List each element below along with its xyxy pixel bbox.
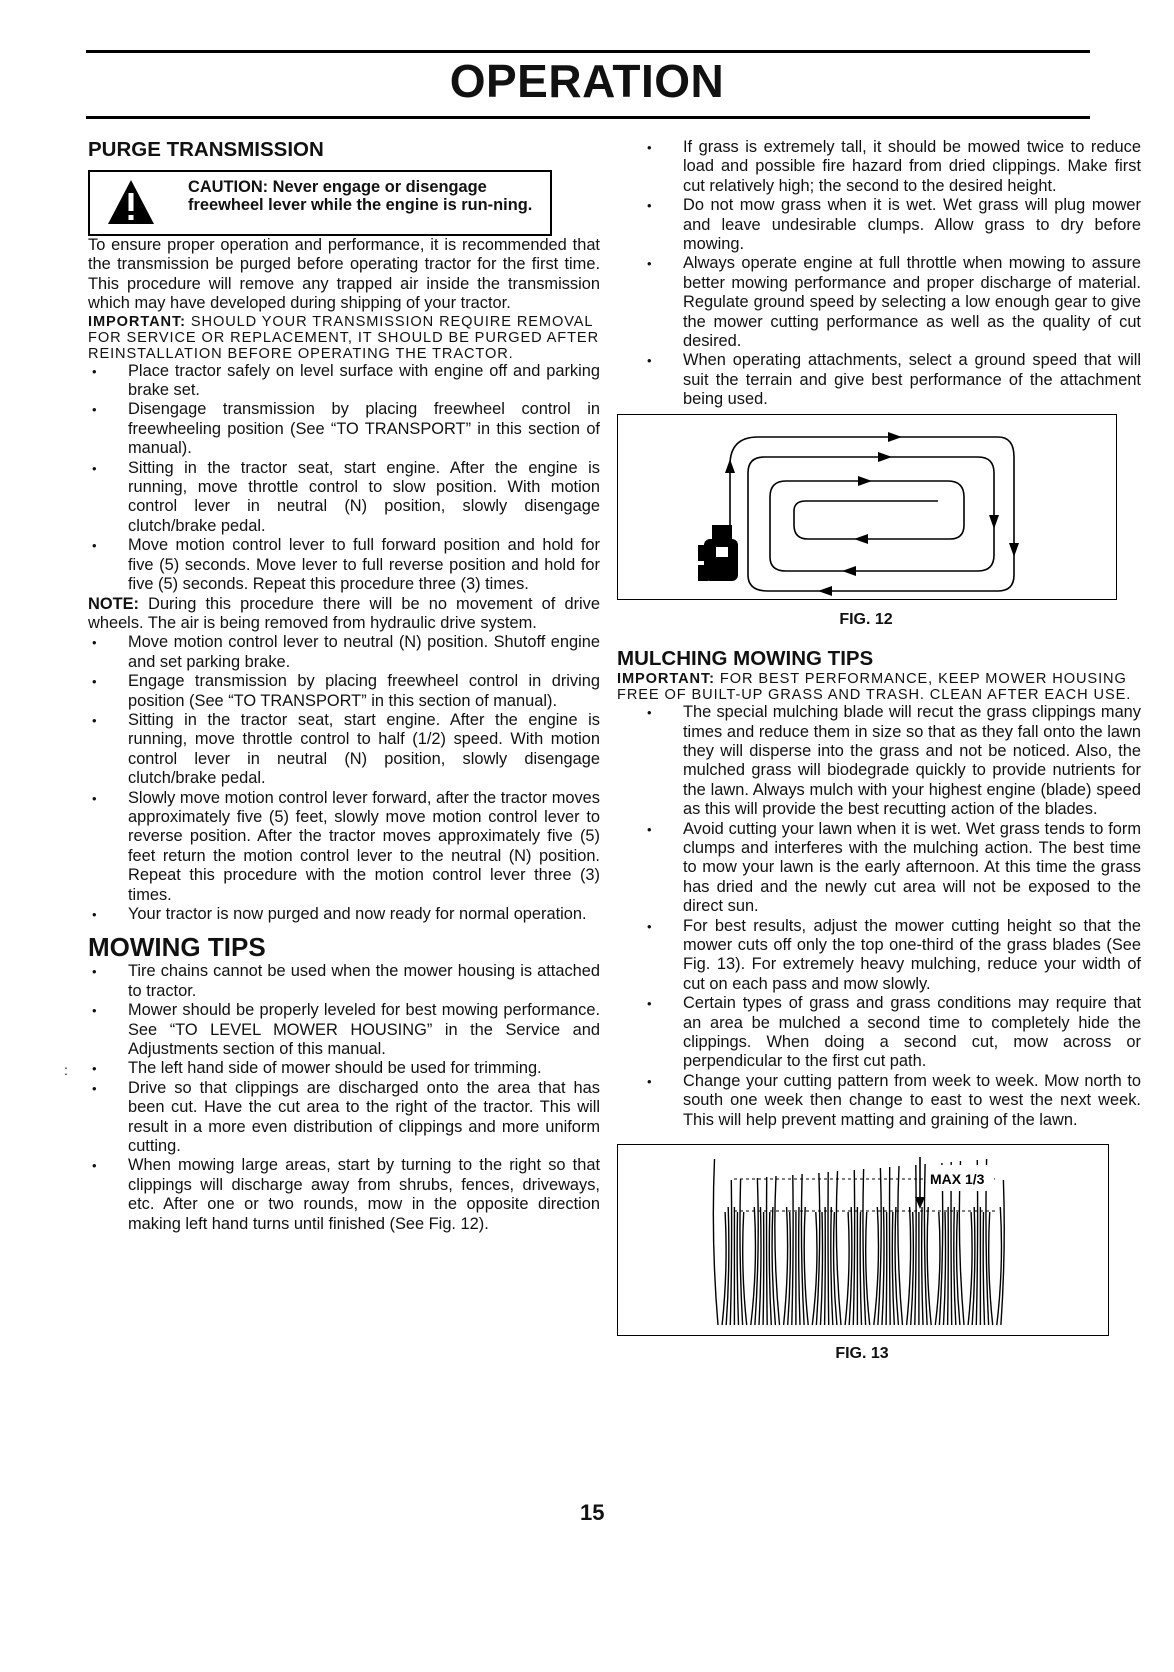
- caution-text: CAUTION: Never engage or disengage freewheel lever while the engine is run-ning.: [188, 178, 533, 214]
- grass-blade: [874, 1207, 879, 1325]
- right-column: [617, 138, 1141, 1363]
- grass-blade: [831, 1207, 833, 1325]
- important-text: FOR BEST PERFORMANCE, KEEP MOWER HOUSING FREE OF BUILT-UP GRASS AND TRASH. CLEAN AFTER EACH USE.: [617, 671, 1132, 704]
- list-item: • Engage transmission by placing freewheel control in driving position (See “TO TRANSPORT” in this section of manual).: [88, 672, 600, 711]
- grass-blade: [799, 1207, 800, 1325]
- list-item: • Always operate engine at full throttle when mowing to assure better mowing performance and proper discharge of material. Regulate ground speed by selecting a low enough gear to give the mower cutting performance as well as the quality of cut desired.: [643, 254, 1141, 351]
- page-title: OPERATION: [449, 55, 725, 107]
- mulching-tips-list: [643, 703, 1141, 1130]
- purge-steps-b: [88, 633, 600, 924]
- important-label: IMPORTANT:: [88, 313, 186, 330]
- list-item: • Your tractor is now purged and now ready for normal operation.: [88, 905, 600, 924]
- grass-blade: [948, 1207, 949, 1325]
- list-item: • Disengage transmission by placing freewheel control in freewheeling position (See “TO TRANSPORT” in this section of manual).: [88, 400, 600, 458]
- grass-blade: [713, 1159, 718, 1325]
- grass-blade: [784, 1207, 788, 1325]
- grass-blade: [915, 1165, 916, 1325]
- list-item: • Place tractor safely on level surface with engine off and parking brake set.: [88, 362, 600, 401]
- grass-blade: [954, 1207, 956, 1325]
- fig13-grass-height: [617, 1144, 1109, 1336]
- list-item: • Drive so that clippings are discharged onto the area that has been cut. Have the cut area to the right of the tractor. This will result in a more even distribution of clippings and more uniform cutting.: [88, 1079, 600, 1157]
- mowing-tips-heading: MOWING TIPS: [88, 932, 266, 963]
- grass-blade: [922, 1207, 923, 1325]
- margin-mark: :: [64, 1062, 68, 1078]
- list-item: • Slowly move motion control lever forward, after the tractor moves approximately five (5) feet, slowly move motion control lever to reverse position. After the tractor moves approximately five (5) feet return the motion control lever to the neutral (N) position. Repeat this procedure with the motion control lever three (3) times.: [88, 789, 600, 905]
- grass-blade: [775, 1176, 780, 1325]
- list-item: • Move motion control lever to full forward position and hold for five (5) seconds. Move lever to full reverse position and hold for five (5) seconds. Repeat this procedure three (3) times.: [88, 536, 600, 594]
- grass-blade: [866, 1212, 870, 1325]
- list-item: • If grass is extremely tall, it should be mowed twice to reduce load and possible fire hazard from dried clippings. Make first cut relatively high; the second to the desired height.: [643, 138, 1141, 196]
- list-item: • Sitting in the tractor seat, start engine. After the engine is running, move throttle control to slow position. With motion control lever in neutral (N) position, slowly disengage clutch/brake pedal.: [88, 459, 600, 537]
- fig12-mowing-pattern: [617, 414, 1117, 600]
- grass-blade: [737, 1212, 738, 1325]
- page-number: 15: [580, 1500, 605, 1525]
- top-rule: [86, 50, 1090, 53]
- list-item: • For best results, adjust the mower cutting height so that the mower cuts off only the top one-third of the grass blades (See Fig. 13). For extremely heavy mulching, reduce your width of cut on each pass and mow slowly.: [643, 917, 1141, 995]
- max-one-third-label: MAX 1/3: [930, 1171, 985, 1188]
- grass-blade: [812, 1212, 817, 1325]
- grass-blade: [769, 1212, 771, 1325]
- grass-blade: [722, 1212, 726, 1325]
- grass-blade: [944, 1212, 946, 1325]
- grass-blade: [935, 1212, 940, 1325]
- grass-blade: [892, 1212, 894, 1325]
- grass-blade: [853, 1170, 854, 1325]
- fig13-caption: FIG. 13: [835, 1345, 889, 1363]
- mowing-tips-list: [88, 962, 600, 1234]
- list-item: • Mower should be properly leveled for best mowing performance. See “TO LEVEL MOWER HOUSING” in the Service and Adjustments section of this manual.: [88, 1001, 600, 1059]
- caution-box: [88, 170, 552, 236]
- important-label: IMPORTANT:: [617, 671, 715, 688]
- grass-blade: [821, 1212, 823, 1325]
- grass-blade: [983, 1212, 984, 1325]
- list-item: • Do not mow grass when it is wet. Wet grass will plug mower and leave undesirable clumps. Allow grass to dry before mowing.: [643, 196, 1141, 254]
- mowing-tips-continued: [643, 138, 1141, 410]
- mulching-important: [617, 671, 1141, 703]
- list-item: • When mowing large areas, start by turning to the right so that clippings will discharge away from shrubs, fences, driveways, etc. After one or two rounds, mow in the opposite direction making left hand turns until finished (See Fig. 12).: [88, 1156, 600, 1234]
- grass-blade: [767, 1177, 768, 1325]
- tractor-icon: [698, 525, 738, 581]
- purge-note: [88, 595, 600, 634]
- list-item: • When operating attachments, select a ground speed that will suit the terrain and give best performance of the attachment being used.: [643, 351, 1141, 409]
- left-column: [88, 138, 600, 1234]
- grass-blade: [968, 1212, 972, 1325]
- list-item: • Move motion control lever to neutral (N) position. Shutoff engine and set parking brake.: [88, 633, 600, 672]
- list-item: • Certain types of grass and grass conditions may require that an area be mulched a second time to completely hide the clippings. When doing a second cut, mow across or perpendicular to the first cut path.: [643, 994, 1141, 1072]
- purge-steps-a: [88, 362, 600, 595]
- grass-blade: [743, 1212, 747, 1325]
- grass-blade: [898, 1166, 903, 1325]
- title-rule: [86, 116, 1090, 119]
- list-item: • Change your cutting pattern from week to week. Mow north to south one week then change to east to west the next week. This will help prevent matting and graining of the lawn.: [643, 1072, 1141, 1130]
- list-item: • Sitting in the tractor seat, start engine. After the engine is running, move throttle control to half (1/2) speed. With motion control lever in neutral (N) position, slowly disengage clutch/brake pedal.: [88, 711, 600, 789]
- grass-blade: [751, 1207, 756, 1325]
- grass-blade: [759, 1207, 761, 1325]
- purge-important: [88, 314, 600, 362]
- list-item: • The special mulching blade will recut the grass clippings many times and reduce them in size so that as they fall onto the lawn they will disperse into the grass and not be noticed. Also, the mulched grass will biodegrade quickly to provide nutrients for the lawn. Always mulch with your highest engine (blade) speed as this will provide the best recutting action of the blades.: [643, 703, 1141, 819]
- list-item: • Avoid cutting your lawn when it is wet. Wet grass tends to form clumps and interferes with the mulching action. The best time to mow your lawn is the early afternoon. At this time the grass has dried and the newly cut area will not be exposed to the direct sun.: [643, 820, 1141, 917]
- note-label: NOTE:: [88, 594, 139, 613]
- grass-blade: [927, 1207, 931, 1325]
- grass-blade: [845, 1212, 849, 1325]
- grass-blade: [828, 1172, 829, 1325]
- purge-intro: To ensure proper operation and performance, it is recommended that the transmission be purged before operating tractor for the first time. This procedure will remove any trapped air inside the transmission which may have developed during shipping of your tractor.: [88, 236, 600, 313]
- mulching-tips-heading: MULCHING MOWING TIPS: [617, 647, 874, 671]
- purge-transmission-heading: PURGE TRANSMISSION: [88, 138, 324, 161]
- grass-blade: [836, 1171, 841, 1325]
- important-text: SHOULD YOUR TRANSMISSION REQUIRE REMOVAL FOR SERVICE OR REPLACEMENT, IT SHOULD BE PURGED AFTER REINSTALLATION BEFORE OPERATING THE TRACTOR.: [88, 313, 600, 362]
- list-item: • The left hand side of mower should be used for trimming.: [88, 1059, 600, 1078]
- list-item: • Tire chains cannot be used when the mower housing is attached to tractor.: [88, 962, 600, 1001]
- grass-illustration: [618, 1145, 1108, 1335]
- grass-blade: [907, 1207, 911, 1325]
- grass-blade: [882, 1207, 884, 1325]
- mowing-pattern-diagram: [618, 415, 1116, 599]
- fig12-caption: FIG. 12: [839, 610, 893, 628]
- grass-blade: [804, 1207, 808, 1325]
- warning-icon: [106, 178, 156, 226]
- grass-blade: [730, 1180, 731, 1325]
- grass-blade: [890, 1167, 891, 1325]
- note-text: During this procedure there will be no movement of drive wheels. The air is being removed from hydraulic drive system.: [88, 594, 600, 632]
- grass-blade: [792, 1175, 793, 1325]
- grass-blade: [763, 1212, 764, 1325]
- grass-blade: [989, 1212, 993, 1325]
- grass-blade: [860, 1212, 861, 1325]
- grass-blade: [825, 1207, 826, 1325]
- grass-blade: [886, 1212, 887, 1325]
- grass-blade: [997, 1207, 1002, 1325]
